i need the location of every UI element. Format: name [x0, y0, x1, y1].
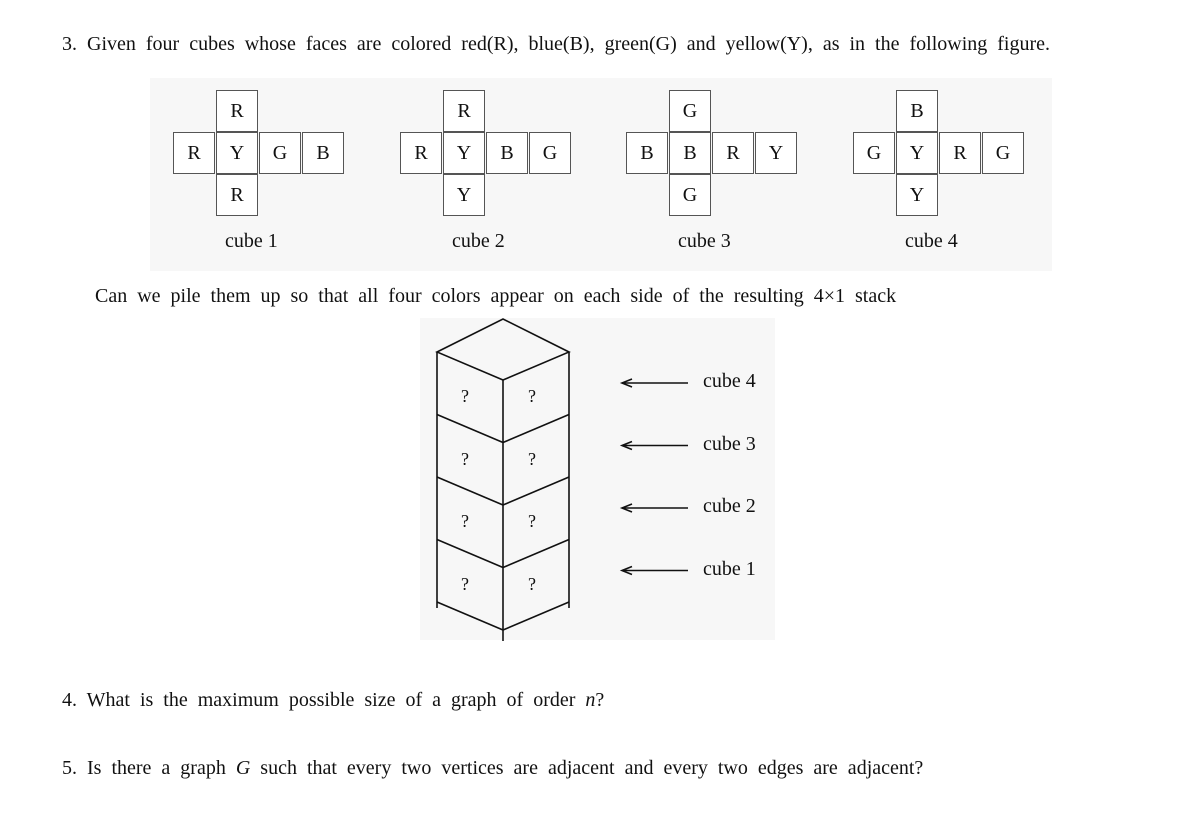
stack-unknown-2-left: ? [461, 448, 469, 469]
stack-separator-left-4 [437, 602, 503, 630]
stack-top-face [437, 319, 569, 380]
stack-label-2: cube 3 [703, 432, 756, 455]
stack-separator-left-1 [437, 415, 503, 443]
cube-3-top-face: G [669, 90, 711, 132]
cube-3-bottom-face: G [669, 174, 711, 216]
question-4 [62, 689, 604, 712]
cube-1-top-face: R [216, 90, 258, 132]
cube-3-face-3: R [712, 132, 754, 174]
question-5-post: such that every two vertices are adjacent and every two edges are adjacent? [250, 757, 924, 779]
stack-unknown-2-right: ? [528, 448, 536, 469]
stack-label-3: cube 2 [703, 495, 756, 517]
question-4-end: ? [595, 689, 605, 711]
question-3-stack-question: Can we pile them up so that all four colors appear on each side of the resulting 4×1 stack [95, 285, 897, 307]
question-5 [62, 757, 923, 780]
stack-separator-right-1 [503, 415, 569, 443]
question-4-text: 4. What is the maximum possible size of a graph of order [62, 689, 586, 711]
cube-1-face-2: Y [216, 132, 258, 174]
cube-4-bottom-face: Y [896, 174, 938, 216]
cube-4-top-face: B [896, 90, 938, 132]
cube-3-face-2: B [669, 132, 711, 174]
cube-4-face-4: G [982, 132, 1024, 174]
stack-unknown-1-right: ? [528, 386, 536, 406]
cube-1-face-1: R [173, 132, 215, 174]
cube-2-face-3: B [486, 132, 528, 174]
cube-2-top-face: R [443, 90, 485, 132]
cube-2-face-2: Y [443, 132, 485, 174]
cube-3-face-1: B [626, 132, 668, 174]
cube-4-caption: cube 4 [905, 230, 958, 252]
question-5-pre: 5. Is there a graph [62, 757, 236, 779]
cube-3-caption: cube 3 [678, 230, 731, 252]
stack-unknown-3-right: ? [528, 511, 536, 531]
cube-2-face-1: R [400, 132, 442, 174]
cube-1-bottom-face: R [216, 174, 258, 216]
cube-2-face-4: G [529, 132, 571, 174]
question-5-variable: G [235, 757, 251, 779]
cube-1-face-4: B [302, 132, 344, 174]
stack-unknown-4-left: ? [461, 573, 469, 594]
stack-separator-right-2 [503, 477, 569, 505]
cube-1-caption: cube 1 [225, 230, 278, 252]
stack-label-4: cube 1 [703, 557, 756, 580]
question-3-intro: 3. Given four cubes whose faces are colored red(R), blue(B), green(G) and yellow(Y), as in the following figure. [62, 33, 1051, 55]
stack-unknown-4-right: ? [528, 573, 536, 594]
stack-separator-right-4 [503, 602, 569, 630]
cube-3-face-4: Y [755, 132, 797, 174]
stack-separator-left-2 [437, 477, 503, 505]
stack-unknown-1-left: ? [461, 386, 469, 406]
cube-4-face-3: R [939, 132, 981, 174]
cube-2-caption: cube 2 [452, 230, 505, 252]
cube-4-face-2: Y [896, 132, 938, 174]
cube-4-face-1: G [853, 132, 895, 174]
cube-1-face-3: G [259, 132, 301, 174]
stack-separator-left-3 [437, 540, 503, 568]
stack-separator-right-3 [503, 540, 569, 568]
stack-unknown-3-left: ? [461, 511, 469, 531]
cube-2-bottom-face: Y [443, 174, 485, 216]
stack-label-1: cube 4 [703, 370, 756, 392]
question-4-variable: n [585, 689, 596, 711]
